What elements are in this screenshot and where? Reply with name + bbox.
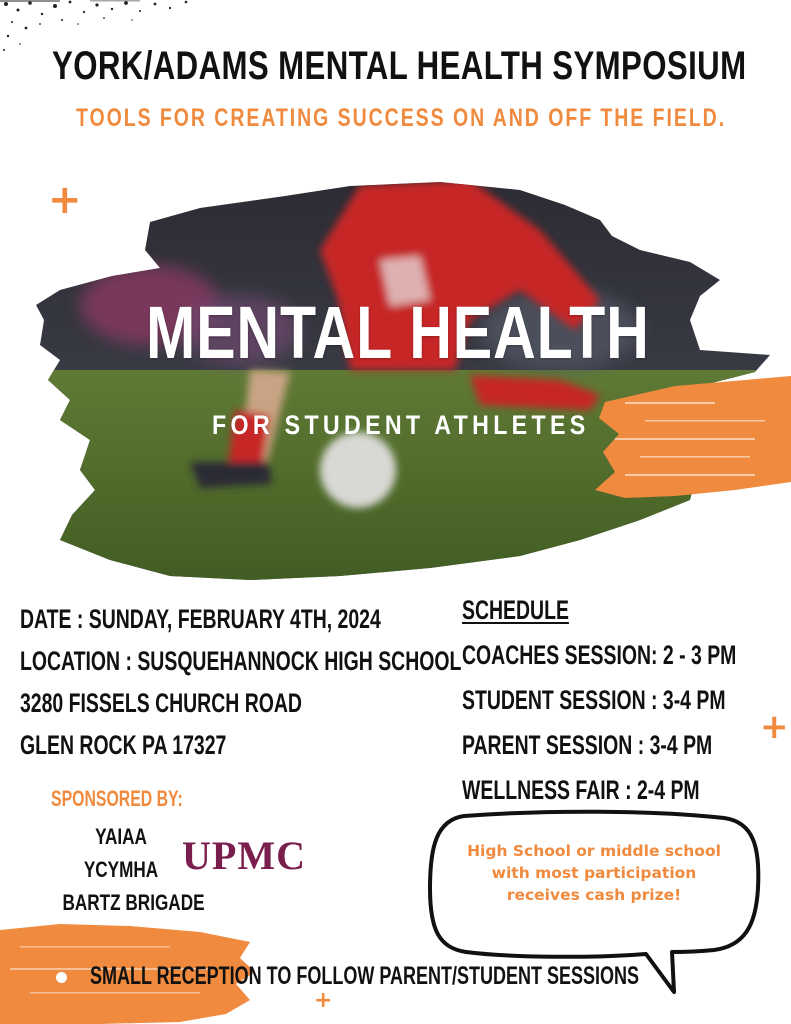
upmc-logo: UPMC (182, 833, 306, 878)
hero-subtitle: FOR STUDENT ATHLETES (212, 410, 590, 440)
event-location: LOCATION : SUSQUEHANNOCK HIGH SCHOOL (20, 646, 462, 676)
schedule-item: COACHES SESSION: 2 - 3 PM (462, 640, 737, 670)
schedule (462, 588, 736, 813)
plus-sign-icon: + (760, 707, 789, 747)
event-details (20, 598, 461, 766)
event-date: DATE : SUNDAY, FEBRUARY 4TH, 2024 (20, 604, 381, 634)
sponsor-name: YCYMHA (83, 857, 159, 882)
sponsored-by-label: SPONSORED BY: (51, 786, 183, 811)
reception-note: SMALL RECEPTION TO FOLLOW PARENT/STUDENT SESSIONS (90, 962, 640, 990)
prize-text: High School or middle school with most participation receives cash prize! (467, 842, 721, 904)
schedule-item: WELLNESS FAIR : 2-4 PM (462, 775, 700, 805)
orange-brush-decoration (585, 372, 791, 502)
page-title: YORK/ADAMS MENTAL HEALTH SYMPOSIUM (52, 44, 747, 88)
schedule-heading: SCHEDULE (462, 595, 569, 625)
bullet-dot-icon (56, 972, 67, 983)
event-address-line1: 3280 FISSELS CHURCH ROAD (20, 688, 302, 718)
plus-sign-icon: + (48, 177, 82, 223)
plus-sign-icon: + (314, 988, 333, 1013)
page-subtitle: TOOLS FOR CREATING SUCCESS ON AND OFF THE FIELD. (76, 104, 727, 132)
schedule-item: STUDENT SESSION : 3-4 PM (462, 685, 726, 715)
sponsor-name: BARTZ BRIGADE (62, 890, 205, 915)
sponsor-list (62, 820, 205, 919)
sponsor-name: YAIAA (95, 824, 147, 849)
event-address-line2: GLEN ROCK PA 17327 (20, 730, 227, 760)
hero-title: MENTAL HEALTH (146, 291, 650, 374)
schedule-item: PARENT SESSION : 3-4 PM (462, 730, 713, 760)
